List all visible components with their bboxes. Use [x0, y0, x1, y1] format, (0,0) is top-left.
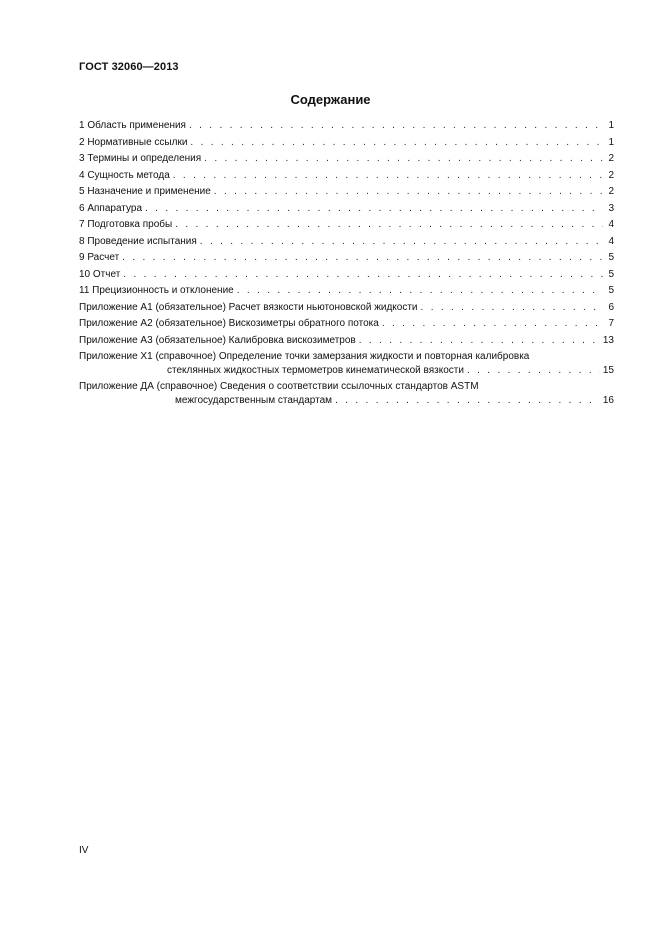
toc-entry-page: 5: [608, 285, 614, 296]
toc-entry-2[interactable]: [79, 137, 614, 154]
toc-entry-9[interactable]: [79, 252, 614, 269]
toc-entry-appendix-x1[interactable]: [79, 351, 614, 381]
toc-entry-appendix-da[interactable]: [79, 381, 614, 411]
toc-leader-dots: [382, 318, 603, 329]
toc-entry-page: 2: [608, 153, 614, 164]
toc-leader-dots: [123, 269, 603, 280]
toc-entry-label: 3 Термины и определения: [79, 153, 202, 164]
toc-entry-label: Приложение А3 (обязательное) Калибровка вискозиметров: [79, 334, 356, 346]
document-header: ГОСТ 32060—2013: [79, 61, 179, 73]
toc-entry-page: 5: [608, 268, 614, 280]
toc-entry-label: 5 Назначение и применение: [79, 186, 211, 197]
toc-leader-dots: [467, 365, 600, 376]
toc-leader-dots: [145, 203, 603, 214]
toc-entry-label: 1 Область применения: [79, 120, 186, 131]
toc-entry-label: 7 Подготовка пробы: [79, 219, 173, 230]
table-of-contents: [79, 120, 614, 411]
toc-entry-page: 5: [608, 252, 614, 263]
toc-entry-label: Приложение Х1 (справочное) Определение точки замерзания жидкости и повторная калибровка: [79, 351, 530, 362]
toc-entry-label: 10 Отчет: [79, 268, 121, 280]
toc-entry-label-continued: стеклянных жидкостных термометров кинематической вязкости: [167, 365, 464, 376]
toc-entry-page: 1: [608, 120, 614, 131]
toc-entry-appendix-a2[interactable]: [79, 318, 614, 335]
toc-leader-dots: [214, 186, 603, 197]
toc-entry-page: 1: [608, 136, 614, 148]
toc-leader-dots: [204, 153, 603, 164]
toc-entry-1[interactable]: [79, 120, 614, 137]
page-title: Содержание: [290, 92, 371, 107]
toc-entry-label: 6 Аппаратура: [79, 202, 143, 214]
toc-entry-label: 8 Проведение испытания: [79, 235, 197, 247]
toc-entry-7[interactable]: [79, 219, 614, 236]
toc-entry-10[interactable]: [79, 269, 614, 286]
toc-entry-8[interactable]: [79, 236, 614, 253]
toc-entry-5[interactable]: [79, 186, 614, 203]
toc-leader-dots: [421, 302, 603, 313]
toc-entry-3[interactable]: [79, 153, 614, 170]
toc-entry-page: 4: [608, 235, 614, 247]
toc-entry-appendix-a1[interactable]: [79, 302, 614, 319]
toc-leader-dots: [359, 335, 600, 346]
toc-entry-page: 2: [608, 186, 614, 197]
toc-leader-dots: [190, 137, 603, 148]
toc-entry-page: 7: [608, 318, 614, 329]
toc-entry-label: Приложение А1 (обязательное) Расчет вязкости ньютоновской жидкости: [79, 301, 418, 313]
toc-entry-label: Приложение ДА (справочное) Сведения о соответствии ссылочных стандартов ASTM: [79, 381, 479, 392]
toc-entry-page: 2: [608, 169, 614, 181]
toc-entry-page: 15: [602, 365, 614, 376]
toc-entry-page: 6: [608, 301, 614, 313]
toc-leader-dots: [173, 170, 603, 181]
toc-entry-4[interactable]: [79, 170, 614, 187]
toc-entry-label: 11 Прецизионность и отклонение: [79, 285, 234, 296]
toc-entry-6[interactable]: [79, 203, 614, 220]
toc-entry-page: 4: [608, 219, 614, 230]
toc-leader-dots: [122, 252, 603, 263]
toc-entry-label-continued: межгосударственным стандартам: [175, 395, 333, 406]
toc-entry-label: 4 Сущность метода: [79, 169, 170, 181]
toc-entry-label: Приложение А2 (обязательное) Вискозиметры обратного потока: [79, 318, 379, 329]
toc-leader-dots: [189, 120, 603, 131]
toc-entry-page: 16: [602, 395, 614, 406]
toc-entry-label: 9 Расчет: [79, 252, 120, 263]
page-number: IV: [79, 845, 89, 856]
toc-leader-dots: [335, 395, 600, 406]
toc-entry-page: 3: [608, 202, 614, 214]
toc-entry-appendix-a3[interactable]: [79, 335, 614, 352]
toc-entry-page: 13: [602, 334, 614, 346]
toc-entry-11[interactable]: [79, 285, 614, 302]
toc-entry-label: 2 Нормативные ссылки: [79, 136, 188, 148]
toc-leader-dots: [200, 236, 603, 247]
toc-leader-dots: [175, 219, 603, 230]
toc-leader-dots: [237, 285, 603, 296]
